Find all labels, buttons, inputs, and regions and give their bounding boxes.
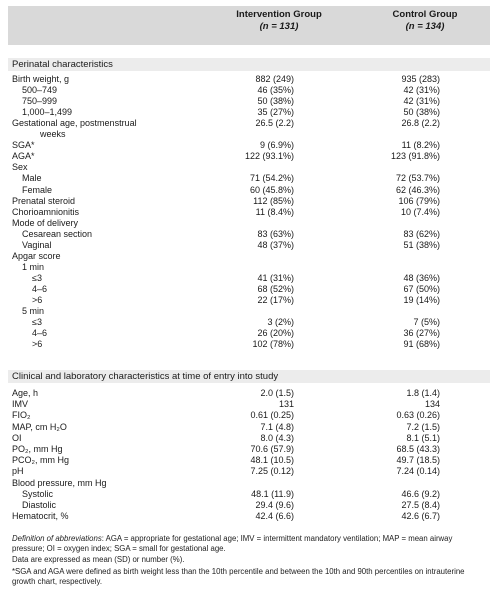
intervention-value: 112 (85%)	[253, 195, 294, 206]
intervention-value: 35 (27%)	[257, 107, 294, 118]
row-label: 4–6	[32, 328, 48, 339]
row-label: 750–999	[22, 96, 58, 107]
row-label: Vaginal	[22, 239, 52, 250]
control-value: 134	[424, 399, 440, 410]
row-label: Age, h	[12, 388, 39, 398]
control-value: 67 (50%)	[403, 283, 440, 294]
intervention-value: 122 (93.1%)	[244, 151, 294, 162]
control-n: (n = 134)	[405, 21, 445, 32]
intervention-value: 9 (6.9%)	[259, 140, 294, 151]
row-label: Gestational age, postmenstrual	[12, 118, 137, 129]
table-row	[0, 173, 497, 184]
control-value: 42 (31%)	[403, 85, 440, 96]
table-row	[0, 185, 497, 196]
row-label: Apgar score	[12, 250, 61, 261]
table-row	[0, 207, 497, 218]
row-label: Birth weight, g	[12, 74, 70, 84]
table-row	[0, 466, 497, 477]
row-label: 5 min	[22, 306, 45, 317]
table-row	[0, 96, 497, 107]
control-value: 10 (7.4%)	[400, 206, 440, 217]
intervention-value: 131	[278, 399, 294, 410]
table-row	[0, 399, 497, 410]
control-value: 7.24 (0.14)	[396, 466, 440, 477]
row-label: 1,000–1,499	[22, 107, 73, 118]
intervention-value: 48.1 (10.5)	[250, 455, 294, 466]
row-label: pH	[12, 466, 24, 477]
row-label: 4–6	[32, 283, 48, 294]
intervention-value: 22 (17%)	[257, 295, 294, 305]
table-row	[0, 388, 497, 399]
row-label: PCO₂, mm Hg	[12, 455, 69, 466]
control-value: 19 (14%)	[403, 295, 440, 305]
control-value: 26.8 (2.2)	[401, 118, 440, 129]
table-row	[0, 251, 497, 262]
intervention-value: 29.4 (9.6)	[255, 500, 294, 510]
row-label: PO₂, mm Hg	[12, 444, 63, 454]
table-row	[0, 422, 497, 433]
row-label: Prenatal steroid	[12, 195, 76, 206]
row-label: ≤3	[32, 317, 42, 328]
intervention-value: 50 (38%)	[257, 96, 294, 107]
section-title-perinatal: Perinatal characteristics	[12, 59, 113, 70]
table-row	[0, 455, 497, 466]
intervention-column-header	[214, 9, 344, 33]
table-row	[0, 328, 497, 339]
table-row	[0, 118, 497, 129]
control-label: Control Group	[392, 9, 458, 20]
intervention-n: (n = 131)	[259, 21, 299, 32]
table-row	[0, 295, 497, 306]
row-label: ≤3	[32, 272, 42, 283]
table-row	[0, 240, 497, 251]
table-row	[0, 151, 497, 162]
control-value: 51 (38%)	[403, 239, 440, 250]
intervention-value: 26.5 (2.2)	[255, 118, 294, 129]
intervention-value: 7.1 (4.8)	[260, 421, 294, 432]
control-value: 106 (79%)	[398, 195, 440, 206]
intervention-value: 68 (52%)	[257, 283, 294, 294]
table-row	[0, 306, 497, 317]
row-label: Diastolic	[22, 500, 57, 510]
intervention-value: 26 (20%)	[257, 328, 294, 339]
intervention-value: 3 (2%)	[267, 317, 294, 328]
intervention-value: 46 (35%)	[257, 85, 294, 96]
table-row	[0, 284, 497, 295]
row-label: Male	[22, 173, 42, 184]
table-row	[0, 273, 497, 284]
row-label: Sex	[12, 162, 28, 173]
row-label: Mode of delivery	[12, 217, 79, 228]
row-label: Female	[22, 184, 53, 195]
intervention-value: 48.1 (11.9)	[251, 488, 294, 499]
control-value: 7 (5%)	[413, 317, 440, 328]
control-value: 27.5 (8.4)	[401, 500, 440, 510]
control-value: 935 (283)	[401, 74, 440, 84]
intervention-value: 41 (31%)	[257, 272, 294, 283]
table-row	[0, 218, 497, 229]
control-value: 123 (91.8%)	[390, 151, 440, 162]
table-row	[0, 317, 497, 328]
row-label: Blood pressure, mm Hg	[12, 477, 107, 488]
table-row	[0, 489, 497, 500]
table-row	[0, 433, 497, 444]
control-value: 8.1 (5.1)	[406, 432, 440, 443]
table-row	[0, 339, 497, 350]
intervention-value: 60 (45.8%)	[249, 184, 294, 195]
table-row	[0, 107, 497, 118]
footnote-sga-aga: *SGA and AGA were defined as birth weight less than the 10th percentile and between the 10th and 90th percentiles on intrauterine growth chart, respectively.	[12, 567, 465, 586]
row-label: 1 min	[22, 261, 45, 272]
control-value: 83 (62%)	[403, 228, 440, 239]
table-row	[0, 129, 497, 140]
intervention-value: 7.25 (0.12)	[250, 466, 294, 477]
row-label: AGA*	[12, 151, 35, 162]
table-row	[0, 511, 497, 522]
control-value: 49.7 (18.5)	[396, 455, 440, 466]
row-label: Chorioamnionitis	[12, 206, 80, 217]
row-label: IMV	[12, 399, 29, 410]
intervention-value: 42.4 (6.6)	[255, 511, 294, 522]
control-value: 91 (68%)	[403, 339, 440, 350]
intervention-value: 0.61 (0.25)	[250, 410, 294, 421]
row-label: Hematocrit, %	[12, 511, 69, 522]
intervention-value: 71 (54.2%)	[249, 173, 294, 184]
table-row	[0, 229, 497, 240]
table-row	[0, 74, 497, 85]
row-label: OI	[12, 432, 22, 443]
row-label: >6	[32, 295, 43, 305]
control-column-header	[370, 9, 480, 33]
table-row	[0, 500, 497, 511]
control-value: 7.2 (1.5)	[406, 421, 440, 432]
control-value: 42.6 (6.7)	[401, 511, 440, 522]
row-label: SGA*	[12, 140, 35, 151]
control-value: 36 (27%)	[403, 328, 440, 339]
intervention-value: 882 (249)	[255, 74, 294, 84]
control-value: 50 (38%)	[403, 107, 440, 118]
control-value: 68.5 (43.3)	[396, 444, 440, 454]
table-row	[0, 444, 497, 455]
row-label: Systolic	[22, 488, 54, 499]
section-title-clinical: Clinical and laboratory characteristics at time of entry into study	[12, 371, 279, 382]
control-value: 72 (53.7%)	[395, 173, 440, 184]
intervention-value: 2.0 (1.5)	[260, 388, 294, 398]
control-value: 46.6 (9.2)	[401, 488, 440, 499]
intervention-value: 83 (63%)	[257, 228, 294, 239]
control-value: 0.63 (0.26)	[396, 410, 440, 421]
footnote-data-note: Data are expressed as mean (SD) or number (%).	[12, 555, 185, 564]
control-value: 42 (31%)	[403, 96, 440, 107]
row-label: MAP, cm H₂O	[12, 421, 67, 432]
table-row	[0, 162, 497, 173]
footnote-abbreviations: Definition of abbreviations: AGA = appropriate for gestational age; IMV = intermittent mandatory ventilation; MAP = mean airway pressure; OI = oxygen index; SGA = small for gestational age.	[12, 534, 453, 553]
control-value: 11 (8.2%)	[401, 140, 440, 151]
intervention-value: 70.6 (57.9)	[250, 444, 294, 454]
table-row	[0, 262, 497, 273]
intervention-value: 11 (8.4%)	[255, 206, 294, 217]
intervention-value: 102 (78%)	[252, 339, 294, 350]
row-label: 500–749	[22, 85, 58, 96]
row-label: >6	[32, 339, 43, 350]
row-label: weeks	[40, 129, 66, 140]
intervention-value: 8.0 (4.3)	[260, 432, 294, 443]
row-label: FIO₂	[12, 410, 31, 421]
control-value: 1.8 (1.4)	[406, 388, 440, 398]
table-row	[0, 196, 497, 207]
table-row	[0, 140, 497, 151]
table-row	[0, 478, 497, 489]
table-row	[0, 85, 497, 96]
row-label: Cesarean section	[22, 228, 93, 239]
intervention-label: Intervention Group	[236, 9, 322, 20]
control-value: 62 (46.3%)	[395, 184, 440, 195]
control-value: 48 (36%)	[403, 272, 440, 283]
table-row	[0, 410, 497, 421]
intervention-value: 48 (37%)	[257, 239, 294, 250]
